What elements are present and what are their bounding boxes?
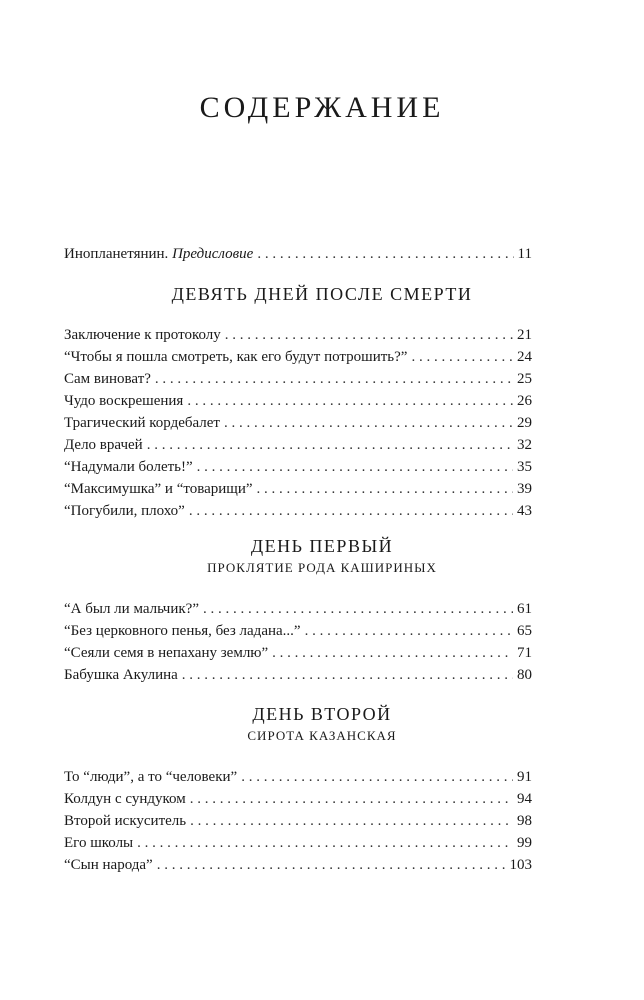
toc-entry-title: Трагический кордебалет: [64, 415, 220, 431]
toc-entry-title: “Погубили, плохо”: [64, 503, 185, 519]
dot-leader: [187, 391, 513, 411]
dot-leader: [224, 413, 513, 433]
toc-page-number: 32: [517, 437, 532, 453]
dot-leader: [190, 789, 513, 809]
toc-entry-title: “Чтобы я пошла смотреть, как его будут потрошить?”: [64, 349, 408, 365]
toc-entry[interactable]: [64, 643, 532, 663]
dot-leader: [147, 435, 513, 455]
toc-entry-title: Инопланетянин. Предисловие: [64, 246, 254, 262]
section-subheading: ПРОКЛЯТИЕ РОДА КАШИРИНЫХ: [207, 560, 437, 575]
toc-page-number: 80: [517, 667, 532, 683]
toc-page-number: 71: [517, 645, 532, 661]
toc-entry[interactable]: [64, 501, 532, 521]
dot-leader: [137, 833, 513, 853]
toc-entry-title: Колдун с сундуком: [64, 791, 186, 807]
section-heading: ДЕНЬ ПЕРВЫЙ: [250, 536, 394, 556]
toc-entry-title: “Надумали болеть!”: [64, 459, 193, 475]
toc-page-number: 65: [517, 623, 532, 639]
toc-entry-title: “А был ли мальчик?”: [64, 601, 199, 617]
toc-entry[interactable]: [64, 665, 532, 685]
toc-page-number: 39: [517, 481, 532, 497]
toc-entry[interactable]: [64, 413, 532, 433]
dot-leader: [272, 643, 513, 663]
toc-entry[interactable]: [64, 767, 532, 787]
dot-leader: [190, 811, 513, 831]
toc-entry-title: “Без церковного пенья, без ладана...”: [64, 623, 301, 639]
toc-page-number: 29: [517, 415, 532, 431]
section-subheading: СИРОТА КАЗАНСКАЯ: [247, 728, 397, 743]
toc-page-number: 26: [517, 393, 532, 409]
dot-leader: [257, 479, 513, 499]
toc-entry-title: Чудо воскрешения: [64, 393, 184, 409]
toc-entry-title: Дело врачей: [64, 437, 143, 453]
toc-entry-title: Бабушка Акулина: [64, 667, 178, 683]
dot-leader: [157, 855, 506, 875]
toc-entry-title: Его школы: [64, 835, 134, 851]
toc-entry[interactable]: [64, 457, 532, 477]
toc-entry-title: “Максимушка” и “товарищи”: [64, 481, 253, 497]
section-heading: ДЕВЯТЬ ДНЕЙ ПОСЛЕ СМЕРТИ: [171, 284, 473, 304]
toc-entry[interactable]: [64, 833, 532, 853]
toc-page-number: 103: [509, 857, 532, 873]
toc-entry-title: Второй искуситель: [64, 813, 187, 829]
toc-entry[interactable]: [64, 391, 532, 411]
toc-entry[interactable]: [64, 435, 532, 455]
section-heading: ДЕНЬ ВТОРОЙ: [252, 704, 392, 724]
toc-page-number: 43: [517, 503, 532, 519]
toc-entry-title: Сам виноват?: [64, 371, 151, 387]
toc-entry-title: То “люди”, а то “человеки”: [64, 769, 238, 785]
toc-page-number: 35: [517, 459, 532, 475]
dot-leader: [225, 325, 513, 345]
dot-leader: [411, 347, 513, 367]
toc-entry[interactable]: [64, 789, 532, 809]
toc-page-number: 61: [517, 601, 532, 617]
dot-leader: [241, 767, 513, 787]
dot-leader: [155, 369, 513, 389]
toc-entry[interactable]: [64, 811, 532, 831]
toc-entry[interactable]: [64, 369, 532, 389]
toc-page-number: 99: [517, 835, 532, 851]
dot-leader: [182, 665, 513, 685]
toc-page-number: 25: [517, 371, 532, 387]
toc-page-number: 11: [517, 246, 532, 262]
dot-leader: [189, 501, 513, 521]
toc-page-number: 94: [517, 791, 532, 807]
toc-entry[interactable]: [64, 621, 532, 641]
toc-entry-title: “Сын народа”: [64, 857, 153, 873]
dot-leader: [197, 457, 513, 477]
toc-page-number: 91: [517, 769, 532, 785]
toc-page-number: 21: [517, 327, 532, 343]
toc-entry[interactable]: [64, 347, 532, 367]
toc-entry[interactable]: [64, 325, 532, 345]
dot-leader: [257, 244, 513, 264]
toc-entry[interactable]: [64, 599, 532, 619]
page-title: СОДЕРЖАНИЕ: [199, 91, 445, 124]
dot-leader: [203, 599, 513, 619]
toc-entry-title: “Сеяли семя в непахану землю”: [64, 645, 269, 661]
toc-page-number: 98: [517, 813, 532, 829]
dot-leader: [305, 621, 513, 641]
toc-entry[interactable]: [64, 479, 532, 499]
toc-entry-preface[interactable]: [64, 244, 532, 264]
toc-page-number: 24: [517, 349, 532, 365]
toc-entry-title: Заключение к протоколу: [64, 327, 221, 343]
toc-entry[interactable]: [64, 855, 532, 875]
